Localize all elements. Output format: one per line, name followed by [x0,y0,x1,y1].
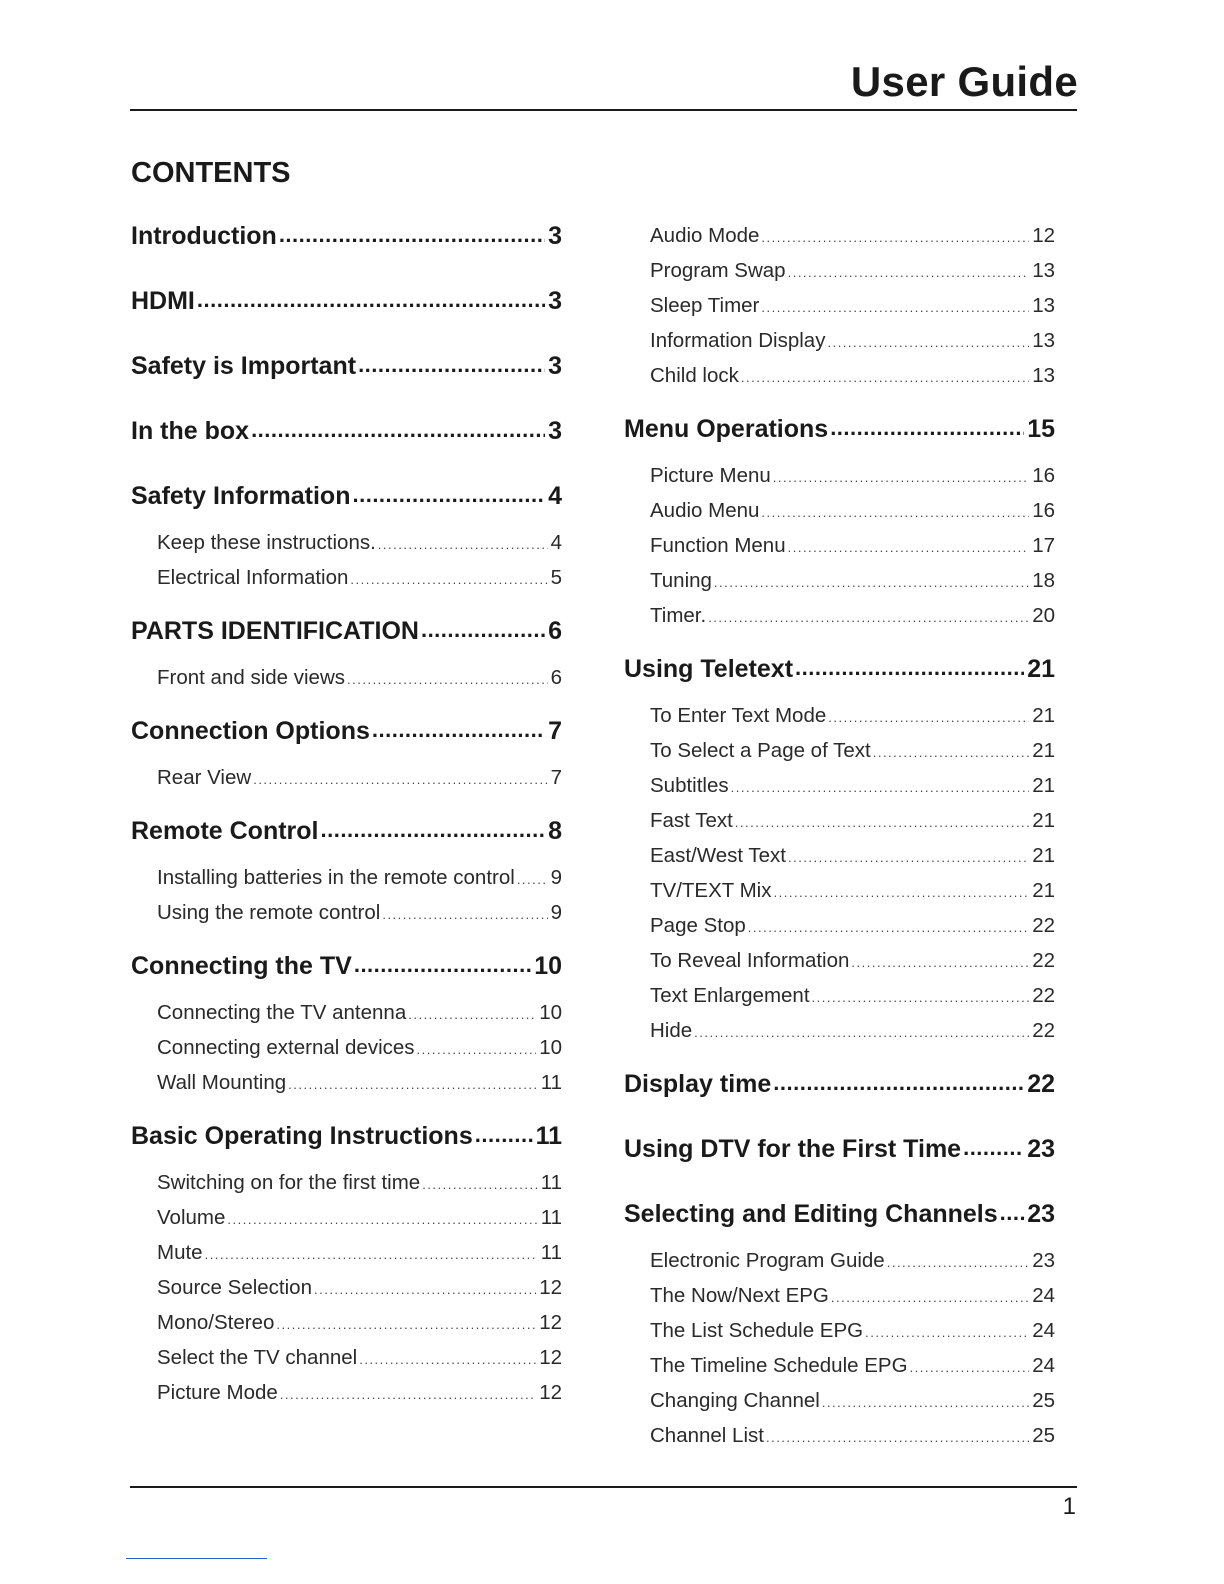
toc-entry-page: 24 [1032,1319,1055,1342]
toc-section-heading [131,413,562,449]
toc-section-heading [131,348,562,384]
toc-entry-label: In the box [131,416,250,445]
toc-entry-label: Selecting and Editing Channels [624,1199,998,1228]
toc-subentry [624,733,1055,769]
dot-leader [786,528,1030,564]
toc-subentry [624,908,1055,944]
toc-entry-label: Connecting external devices [157,1036,415,1059]
toc-entry-page: 13 [1032,364,1055,387]
toc-entry-page: 11 [540,1206,562,1229]
toc-subentry [131,525,562,561]
toc-subentry [131,1235,562,1271]
toc-entry-page: 16 [1032,464,1055,487]
toc-entry-label: PARTS IDENTIFICATION [131,616,419,645]
toc-entry-page: 18 [1032,569,1055,592]
toc-entry-label: Page Stop [650,914,746,937]
dot-leader [885,1243,1029,1279]
toc-entry-label: Connection Options [131,716,370,745]
toc-subentry [131,1270,562,1306]
toc-entry-page: 7 [548,716,562,745]
toc-entry-page: 22 [1032,914,1055,937]
toc-entry-page: 21 [1032,739,1055,762]
toc-entry-page: 21 [1032,809,1055,832]
toc-subentry [131,560,562,596]
toc-subentry [131,1030,562,1066]
toc-entry-label: Mono/Stereo [157,1311,275,1334]
toc-entry-label: Using Teletext [624,654,794,683]
toc-entry-label: Introduction [131,221,277,250]
toc-entry-page: 3 [548,351,562,380]
toc-entry-page: 12 [539,1311,562,1334]
toc-subentry [624,943,1055,979]
toc-entry-page: 20 [1032,604,1055,627]
toc-subentry [131,1305,562,1341]
toc-subentry [624,598,1055,634]
toc-entry-page: 3 [548,416,562,445]
toc-section-heading [624,411,1055,447]
dot-leader [820,1383,1029,1419]
dot-leader [249,413,545,449]
toc-subentry [624,873,1055,909]
toc-subentry [624,253,1055,289]
toc-entry-page: 23 [1032,1249,1055,1272]
toc-section-heading [131,218,562,254]
toc-entry-label: Switching on for the first time [157,1171,421,1194]
dot-leader [772,873,1030,909]
toc-entry-label: Safety is Important [131,351,357,380]
toc-entry-label: Using DTV for the First Time [624,1134,962,1163]
page-number: 1 [1062,1493,1076,1520]
dot-leader [759,218,1029,254]
dot-leader [473,1118,533,1154]
contents-heading: CONTENTS [131,157,291,189]
dot-leader [849,943,1029,979]
toc-entry-label: Function Menu [650,534,786,557]
toc-entry-page: 21 [1032,844,1055,867]
toc-section-heading [131,1118,562,1154]
dot-leader [319,813,546,849]
dot-leader [759,288,1029,324]
toc-subentry [131,660,562,696]
dot-leader [419,613,545,649]
dot-leader [420,1165,538,1201]
toc-section-heading [131,613,562,649]
toc-section-heading [624,1196,1055,1232]
toc-entry-label: Front and side views [157,666,346,689]
toc-entry-page: 10 [539,1036,562,1059]
toc-entry-page: 9 [550,866,562,889]
toc-entry-label: Electronic Program Guide [650,1249,885,1272]
toc-entry-label: The Timeline Schedule EPG [650,1354,908,1377]
toc-entry-label: Audio Menu [650,499,760,522]
dot-leader [908,1348,1030,1384]
toc-entry-page: 7 [550,766,562,789]
dot-leader [370,713,545,749]
toc-entry-page: 8 [548,816,562,845]
dot-leader [729,768,1030,804]
toc-entry-page: 25 [1032,1424,1055,1447]
toc-entry-label: Tuning [650,569,712,592]
toc-entry-label: To Enter Text Mode [650,704,827,727]
toc-entry-page: 21 [1032,879,1055,902]
toc-entry-page: 4 [548,481,562,510]
toc-entry-page: 12 [539,1346,562,1369]
toc-entry-label: Program Swap [650,259,786,282]
header-rule [130,109,1077,111]
toc-entry-page: 24 [1032,1284,1055,1307]
dot-leader [251,760,547,796]
toc-entry-label: Information Display [650,329,826,352]
toc-entry-label: Channel List [650,1424,764,1447]
toc-subentry [624,768,1055,804]
toc-subentry [624,1278,1055,1314]
toc-entry-page: 6 [548,616,562,645]
toc-section-heading [131,713,562,749]
dot-leader [345,660,548,696]
toc-entry-label: Connecting the TV [131,951,352,980]
dot-leader [406,995,536,1031]
dot-leader [759,493,1029,529]
dot-leader [692,1013,1029,1049]
toc-entry-label: Connecting the TV antenna [157,1001,407,1024]
toc-entry-page: 11 [540,1241,562,1264]
dot-leader [786,253,1030,289]
dot-leader [746,908,1029,944]
dot-leader [225,1200,537,1236]
dot-leader [350,478,545,514]
dot-leader [871,733,1029,769]
toc-entry-label: East/West Text [650,844,786,867]
dot-leader [764,1418,1029,1454]
toc-entry-page: 21 [1032,704,1055,727]
toc-subentry [624,1383,1055,1419]
dot-leader [312,1270,536,1306]
toc-entry-label: Hide [650,1019,693,1042]
toc-entry-page: 10 [534,951,562,980]
toc-entry-page: 21 [1032,774,1055,797]
toc-entry-page: 9 [550,901,562,924]
toc-entry-label: HDMI [131,286,195,315]
dot-leader [357,1340,536,1376]
dot-leader [771,458,1029,494]
toc-entry-page: 13 [1032,259,1055,282]
dot-leader [376,525,548,561]
dot-leader [829,1278,1029,1314]
toc-section-heading [624,651,1055,687]
toc-subentry [131,1165,562,1201]
toc-entry-label: Fast Text [650,809,733,832]
toc-entry-page: 23 [1027,1199,1055,1228]
toc-subentry [131,860,562,896]
footer-link-underline [126,1558,267,1559]
toc-subentry [624,1418,1055,1454]
dot-leader [706,598,1029,634]
toc-subentry [624,528,1055,564]
dot-leader [277,218,545,254]
toc-entry-page: 17 [1032,534,1055,557]
toc-entry-label: Using the remote control [157,901,381,924]
toc-entry-page: 25 [1032,1389,1055,1412]
toc-entry-label: Source Selection [157,1276,312,1299]
toc-subentry [131,760,562,796]
toc-subentry [624,288,1055,324]
toc-entry-page: 16 [1032,499,1055,522]
toc-subentry [624,838,1055,874]
toc-entry-page: 6 [550,666,562,689]
toc-entry-page: 24 [1032,1354,1055,1377]
toc-entry-page: 15 [1027,414,1055,443]
toc-entry-label: Sleep Timer [650,294,760,317]
toc-entry-page: 12 [539,1276,562,1299]
toc-entry-page: 3 [548,221,562,250]
toc-entry-label: Changing Channel [650,1389,820,1412]
toc-subentry [624,803,1055,839]
toc-entry-label: Basic Operating Instructions [131,1121,473,1150]
toc-subentry [131,1200,562,1236]
toc-section-heading [131,813,562,849]
toc-entry-label: Picture Menu [650,464,771,487]
toc-entry-page: 23 [1027,1134,1055,1163]
toc-subentry [131,1065,562,1101]
dot-leader [352,948,531,984]
toc-entry-label: Timer. [650,604,707,627]
toc-entry-label: Rear View [157,766,252,789]
toc-entry-label: Mute [157,1241,203,1264]
toc-entry-page: 13 [1032,294,1055,317]
toc-entry-label: Volume [157,1206,226,1229]
toc-entry-label: Subtitles [650,774,729,797]
toc-section-heading [624,1066,1055,1102]
toc-section-heading [131,948,562,984]
toc-subentry [624,698,1055,734]
toc-subentry [624,493,1055,529]
dot-leader [998,1196,1025,1232]
dot-leader [286,1065,538,1101]
dot-leader [515,860,548,896]
toc-entry-label: Installing batteries in the remote control [157,866,515,889]
toc-subentry [624,563,1055,599]
toc-entry-label: Remote Control [131,816,319,845]
toc-entry-page: 4 [550,531,562,554]
toc-entry-page: 11 [540,1071,562,1094]
toc-entry-label: The Now/Next EPG [650,1284,829,1307]
toc-entry-page: 22 [1027,1069,1055,1098]
dot-leader [380,895,547,931]
dot-leader [739,358,1029,394]
toc-subentry [131,995,562,1031]
dot-leader [278,1375,536,1411]
toc-subentry [624,978,1055,1014]
toc-entry-label: Electrical Information [157,566,349,589]
toc-entry-page: 5 [550,566,562,589]
toc-subentry [624,358,1055,394]
toc-entry-page: 12 [1032,224,1055,247]
toc-subentry [624,1348,1055,1384]
toc-entry-label: Audio Mode [650,224,760,247]
dot-leader [825,323,1029,359]
toc-section-heading [131,283,562,319]
toc-entry-label: Display time [624,1069,772,1098]
toc-entry-label: The List Schedule EPG [650,1319,864,1342]
toc-entry-page: 22 [1032,949,1055,972]
toc-entry-label: Wall Mounting [157,1071,287,1094]
dot-leader [810,978,1030,1014]
dot-leader [415,1030,537,1066]
toc-entry-page: 11 [535,1121,562,1150]
toc-entry-page: 13 [1032,329,1055,352]
toc-subentry [131,895,562,931]
toc-entry-label: Safety Information [131,481,351,510]
dot-leader [863,1313,1029,1349]
toc-entry-page: 21 [1027,654,1055,683]
toc-entry-label: Child lock [650,364,739,387]
toc-entry-page: 22 [1032,984,1055,1007]
toc-entry-page: 12 [539,1381,562,1404]
dot-leader [786,838,1029,874]
dot-leader [203,1235,538,1271]
dot-leader [733,803,1029,839]
toc-entry-page: 10 [539,1001,562,1024]
toc-subentry [624,218,1055,254]
dot-leader [771,1066,1024,1102]
toc-entry-label: Text Enlargement [650,984,810,1007]
toc-subentry [624,1313,1055,1349]
dot-leader [356,348,545,384]
toc-subentry [624,1013,1055,1049]
dot-leader [793,651,1024,687]
dot-leader [195,283,545,319]
toc-entry-label: Keep these instructions. [157,531,376,554]
dot-leader [274,1305,536,1341]
dot-leader [828,411,1024,447]
toc-entry-page: 22 [1032,1019,1055,1042]
dot-leader [712,563,1029,599]
dot-leader [348,560,547,596]
toc-entry-label: Menu Operations [624,414,829,443]
toc-entry-label: To Select a Page of Text [650,739,871,762]
toc-subentry [131,1375,562,1411]
toc-entry-label: Select the TV channel [157,1346,358,1369]
dot-leader [826,698,1029,734]
toc-entry-label: Picture Mode [157,1381,278,1404]
toc-subentry [624,323,1055,359]
document-title: User Guide [850,58,1078,105]
toc-entry-label: To Reveal Information [650,949,850,972]
dot-leader [961,1131,1024,1167]
toc-subentry [624,1243,1055,1279]
toc-entry-page: 11 [540,1171,562,1194]
footer-rule [130,1486,1077,1488]
toc-subentry [624,458,1055,494]
toc-subentry [131,1340,562,1376]
toc-section-heading [624,1131,1055,1167]
toc-section-heading [131,478,562,514]
toc-entry-label: TV/TEXT Mix [650,879,772,902]
toc-entry-page: 3 [548,286,562,315]
